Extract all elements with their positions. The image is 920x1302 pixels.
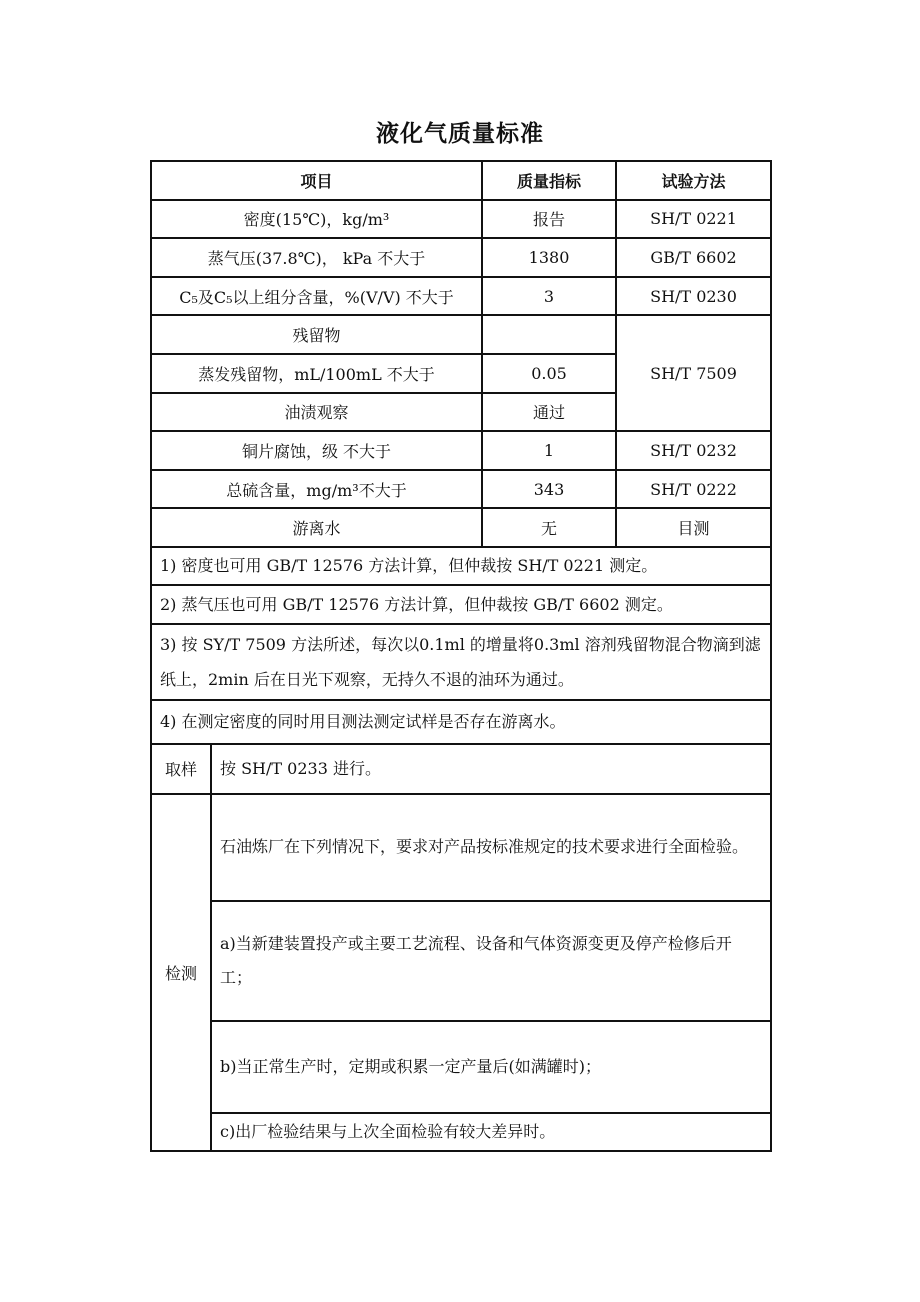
- inspection-row: [151, 901, 771, 1021]
- row-method: GB/T 6602: [616, 238, 771, 277]
- row-item: 残留物: [151, 315, 482, 354]
- note-row: [151, 585, 771, 624]
- row-spec: 无: [482, 508, 616, 547]
- inspection-item: a)当新建装置投产或主要工艺流程、设备和气体资源变更及停产检修后开工；: [211, 901, 771, 1021]
- note-text: 1) 密度也可用 GB/T 12576 方法计算，但仲裁按 SH/T 0221 测定。: [151, 547, 771, 585]
- inspection-row: [151, 1113, 771, 1151]
- row-method: SH/T 7509: [616, 315, 771, 431]
- header-row: [151, 161, 771, 200]
- row-spec: 343: [482, 470, 616, 509]
- header-spec: 质量指标: [482, 161, 616, 200]
- inspection-row: [151, 794, 771, 901]
- row-item: 密度(15℃)，kg/m³: [151, 200, 482, 239]
- table-row: [151, 315, 771, 354]
- table-row: [151, 277, 771, 316]
- row-spec: 0.05: [482, 354, 616, 393]
- row-item: 油渍观察: [151, 393, 482, 432]
- inspection-intro: 石油炼厂在下列情况下，要求对产品按标准规定的技术要求进行全面检验。: [211, 794, 771, 901]
- row-method: SH/T 0232: [616, 431, 771, 470]
- header-item: 项目: [151, 161, 482, 200]
- note-text: 3) 按 SY/T 7509 方法所述，每次以0.1ml 的增量将0.3ml 溶剂残留物混合物滴到滤纸上，2min 后在日光下观察，无持久不退的油环为通过。: [151, 624, 771, 700]
- row-spec: 1: [482, 431, 616, 470]
- row-method: SH/T 0222: [616, 470, 771, 509]
- table-row: [151, 508, 771, 547]
- inspection-item: c)出厂检验结果与上次全面检验有较大差异时。: [211, 1113, 771, 1151]
- inspection-item: b)当正常生产时，定期或积累一定产量后(如满罐时)；: [211, 1021, 771, 1113]
- sampling-label: 取样: [151, 744, 211, 794]
- inspection-row: [151, 1021, 771, 1113]
- row-spec: 报告: [482, 200, 616, 239]
- row-method: 目测: [616, 508, 771, 547]
- inspection-label: 检测: [151, 794, 211, 1151]
- table-row: [151, 470, 771, 509]
- row-item: 游离水: [151, 508, 482, 547]
- sampling-text: 按 SH/T 0233 进行。: [211, 744, 771, 794]
- note-text: 2) 蒸气压也可用 GB/T 12576 方法计算，但仲裁按 GB/T 6602 测定。: [151, 585, 771, 624]
- row-spec: 3: [482, 277, 616, 316]
- sampling-row: [151, 744, 771, 794]
- quality-standard-table: [150, 160, 772, 1152]
- row-item: 蒸发残留物，mL/100mL 不大于: [151, 354, 482, 393]
- header-method: 试验方法: [616, 161, 771, 200]
- table-row: [151, 431, 771, 470]
- note-text: 4) 在测定密度的同时用目测法测定试样是否存在游离水。: [151, 700, 771, 744]
- row-spec: [482, 315, 616, 354]
- row-item: 铜片腐蚀，级 不大于: [151, 431, 482, 470]
- row-spec: 通过: [482, 393, 616, 432]
- row-item: C₅及C₅以上组分含量，%(V/V) 不大于: [151, 277, 482, 316]
- note-row: [151, 700, 771, 744]
- row-method: SH/T 0221: [616, 200, 771, 239]
- page-title: 液化气质量标准: [376, 121, 544, 147]
- row-item: 总硫含量，mg/m³不大于: [151, 470, 482, 509]
- note-row: [151, 547, 771, 585]
- row-method: SH/T 0230: [616, 277, 771, 316]
- table-row: [151, 200, 771, 239]
- table-row: [151, 238, 771, 277]
- note-row: [151, 624, 771, 700]
- row-spec: 1380: [482, 238, 616, 277]
- row-item: 蒸气压(37.8℃)， kPa 不大于: [151, 238, 482, 277]
